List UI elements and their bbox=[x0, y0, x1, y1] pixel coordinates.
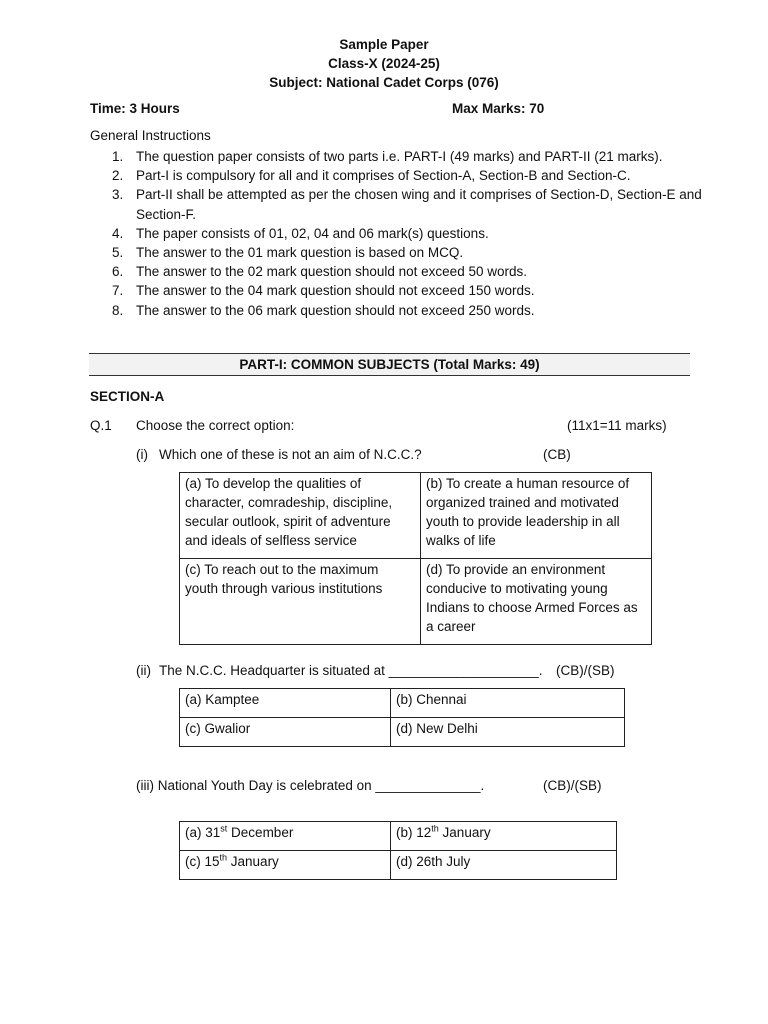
instruction-number: 7. bbox=[112, 283, 124, 299]
option-a: (a) Kamptee bbox=[180, 689, 391, 718]
option-a: (a) To develop the qualities of character, comradeship, discipline, secular outlook, spirit of adventure and ideals of selfless service bbox=[180, 473, 421, 559]
instruction-number: 1. bbox=[112, 149, 124, 164]
option-a-rest: December bbox=[227, 825, 294, 840]
instruction-item bbox=[112, 301, 712, 320]
section-a-heading: SECTION-A bbox=[90, 389, 165, 404]
option-d: (d) To provide an environment conducive to motivating young Indians to choose Armed Forces as a career bbox=[421, 559, 652, 645]
subquestion-label: (ii) bbox=[136, 663, 151, 678]
option-a-suffix: st bbox=[220, 823, 228, 834]
instruction-item bbox=[112, 166, 712, 185]
option-c-rest: January bbox=[227, 854, 279, 869]
option-b: (b) To create a human resource of organized trained and motivated youth to provide leadership in all walks of life bbox=[421, 473, 652, 559]
instruction-text: Part-I is compulsory for all and it comprises of Section-A, Section-B and Section-C. bbox=[136, 168, 631, 184]
options-table bbox=[179, 821, 617, 880]
instruction-text: The question paper consists of two parts i.e. PART-I (49 marks) and PART-II (21 marks). bbox=[136, 149, 663, 164]
instruction-text: The answer to the 02 mark question should not exceed 50 words. bbox=[136, 264, 527, 280]
option-b bbox=[391, 822, 617, 851]
instructions-list bbox=[112, 147, 712, 320]
subject-line: Subject: National Cadet Corps (076) bbox=[269, 75, 499, 90]
instruction-text: The paper consists of 01, 02, 04 and 06 mark(s) questions. bbox=[136, 225, 489, 241]
time-label: Time: 3 Hours bbox=[90, 101, 180, 116]
subquestion-tag: (CB)/(SB) bbox=[543, 778, 602, 793]
instruction-text: Part-II shall be attempted as per the chosen wing and it comprises of Section-D, Section-E and Section-F. bbox=[136, 187, 702, 222]
instruction-item bbox=[112, 185, 712, 223]
option-c: (c) To reach out to the maximum youth through various institutions bbox=[180, 559, 421, 645]
subquestion-text: Which one of these is not an aim of N.C.C.? bbox=[159, 447, 422, 462]
class-line: Class-X (2024-25) bbox=[328, 56, 440, 71]
question-prompt: Choose the correct option: bbox=[136, 418, 295, 433]
question-marks: (11x1=11 marks) bbox=[567, 418, 667, 433]
paper-title: Sample Paper bbox=[339, 37, 429, 52]
instruction-item bbox=[112, 281, 712, 300]
option-c: (c) Gwalior bbox=[180, 718, 391, 747]
option-b-rest: January bbox=[438, 825, 491, 840]
option-c bbox=[180, 851, 391, 880]
instruction-text: The answer to the 01 mark question is based on MCQ. bbox=[136, 245, 464, 261]
subquestion-text: The N.C.C. Headquarter is situated at ____________________. bbox=[159, 663, 543, 678]
option-b-suffix: th bbox=[431, 823, 439, 834]
option-c-suffix: th bbox=[219, 852, 228, 863]
instruction-item bbox=[112, 243, 712, 262]
instruction-text: The answer to the 06 mark question should not exceed 250 words. bbox=[136, 302, 535, 318]
instruction-item bbox=[112, 262, 712, 281]
instructions-title: General Instructions bbox=[90, 128, 211, 143]
instruction-number: 8. bbox=[112, 302, 124, 318]
part1-heading: PART-I: COMMON SUBJECTS (Total Marks: 49) bbox=[89, 353, 690, 376]
instruction-number: 6. bbox=[112, 264, 124, 280]
instruction-number: 5. bbox=[112, 245, 124, 261]
subquestion-text: (iii) National Youth Day is celebrated on ______________. bbox=[136, 778, 485, 793]
instruction-number: 2. bbox=[112, 168, 124, 184]
option-d: (d) 26th July bbox=[391, 851, 617, 880]
instruction-text: The answer to the 04 mark question should not exceed 150 words. bbox=[136, 283, 535, 299]
question-number: Q.1 bbox=[90, 418, 112, 433]
subquestion-tag: (CB) bbox=[543, 447, 571, 462]
instruction-item bbox=[112, 224, 712, 243]
option-d: (d) New Delhi bbox=[391, 718, 625, 747]
instruction-item bbox=[112, 147, 712, 166]
option-a-prefix: (a) 31 bbox=[185, 825, 221, 840]
max-marks-label: Max Marks: 70 bbox=[452, 101, 545, 116]
subquestion-tag: (CB)/(SB) bbox=[556, 663, 615, 678]
instruction-number: 3. bbox=[112, 187, 124, 203]
option-c-prefix: (c) 15 bbox=[185, 854, 220, 869]
options-table bbox=[179, 688, 625, 747]
instruction-number: 4. bbox=[112, 225, 124, 241]
option-a bbox=[180, 822, 391, 851]
subquestion-label: (i) bbox=[136, 447, 148, 462]
options-table bbox=[179, 472, 652, 645]
option-b: (b) Chennai bbox=[391, 689, 625, 718]
option-b-prefix: (b) 12 bbox=[396, 825, 432, 840]
